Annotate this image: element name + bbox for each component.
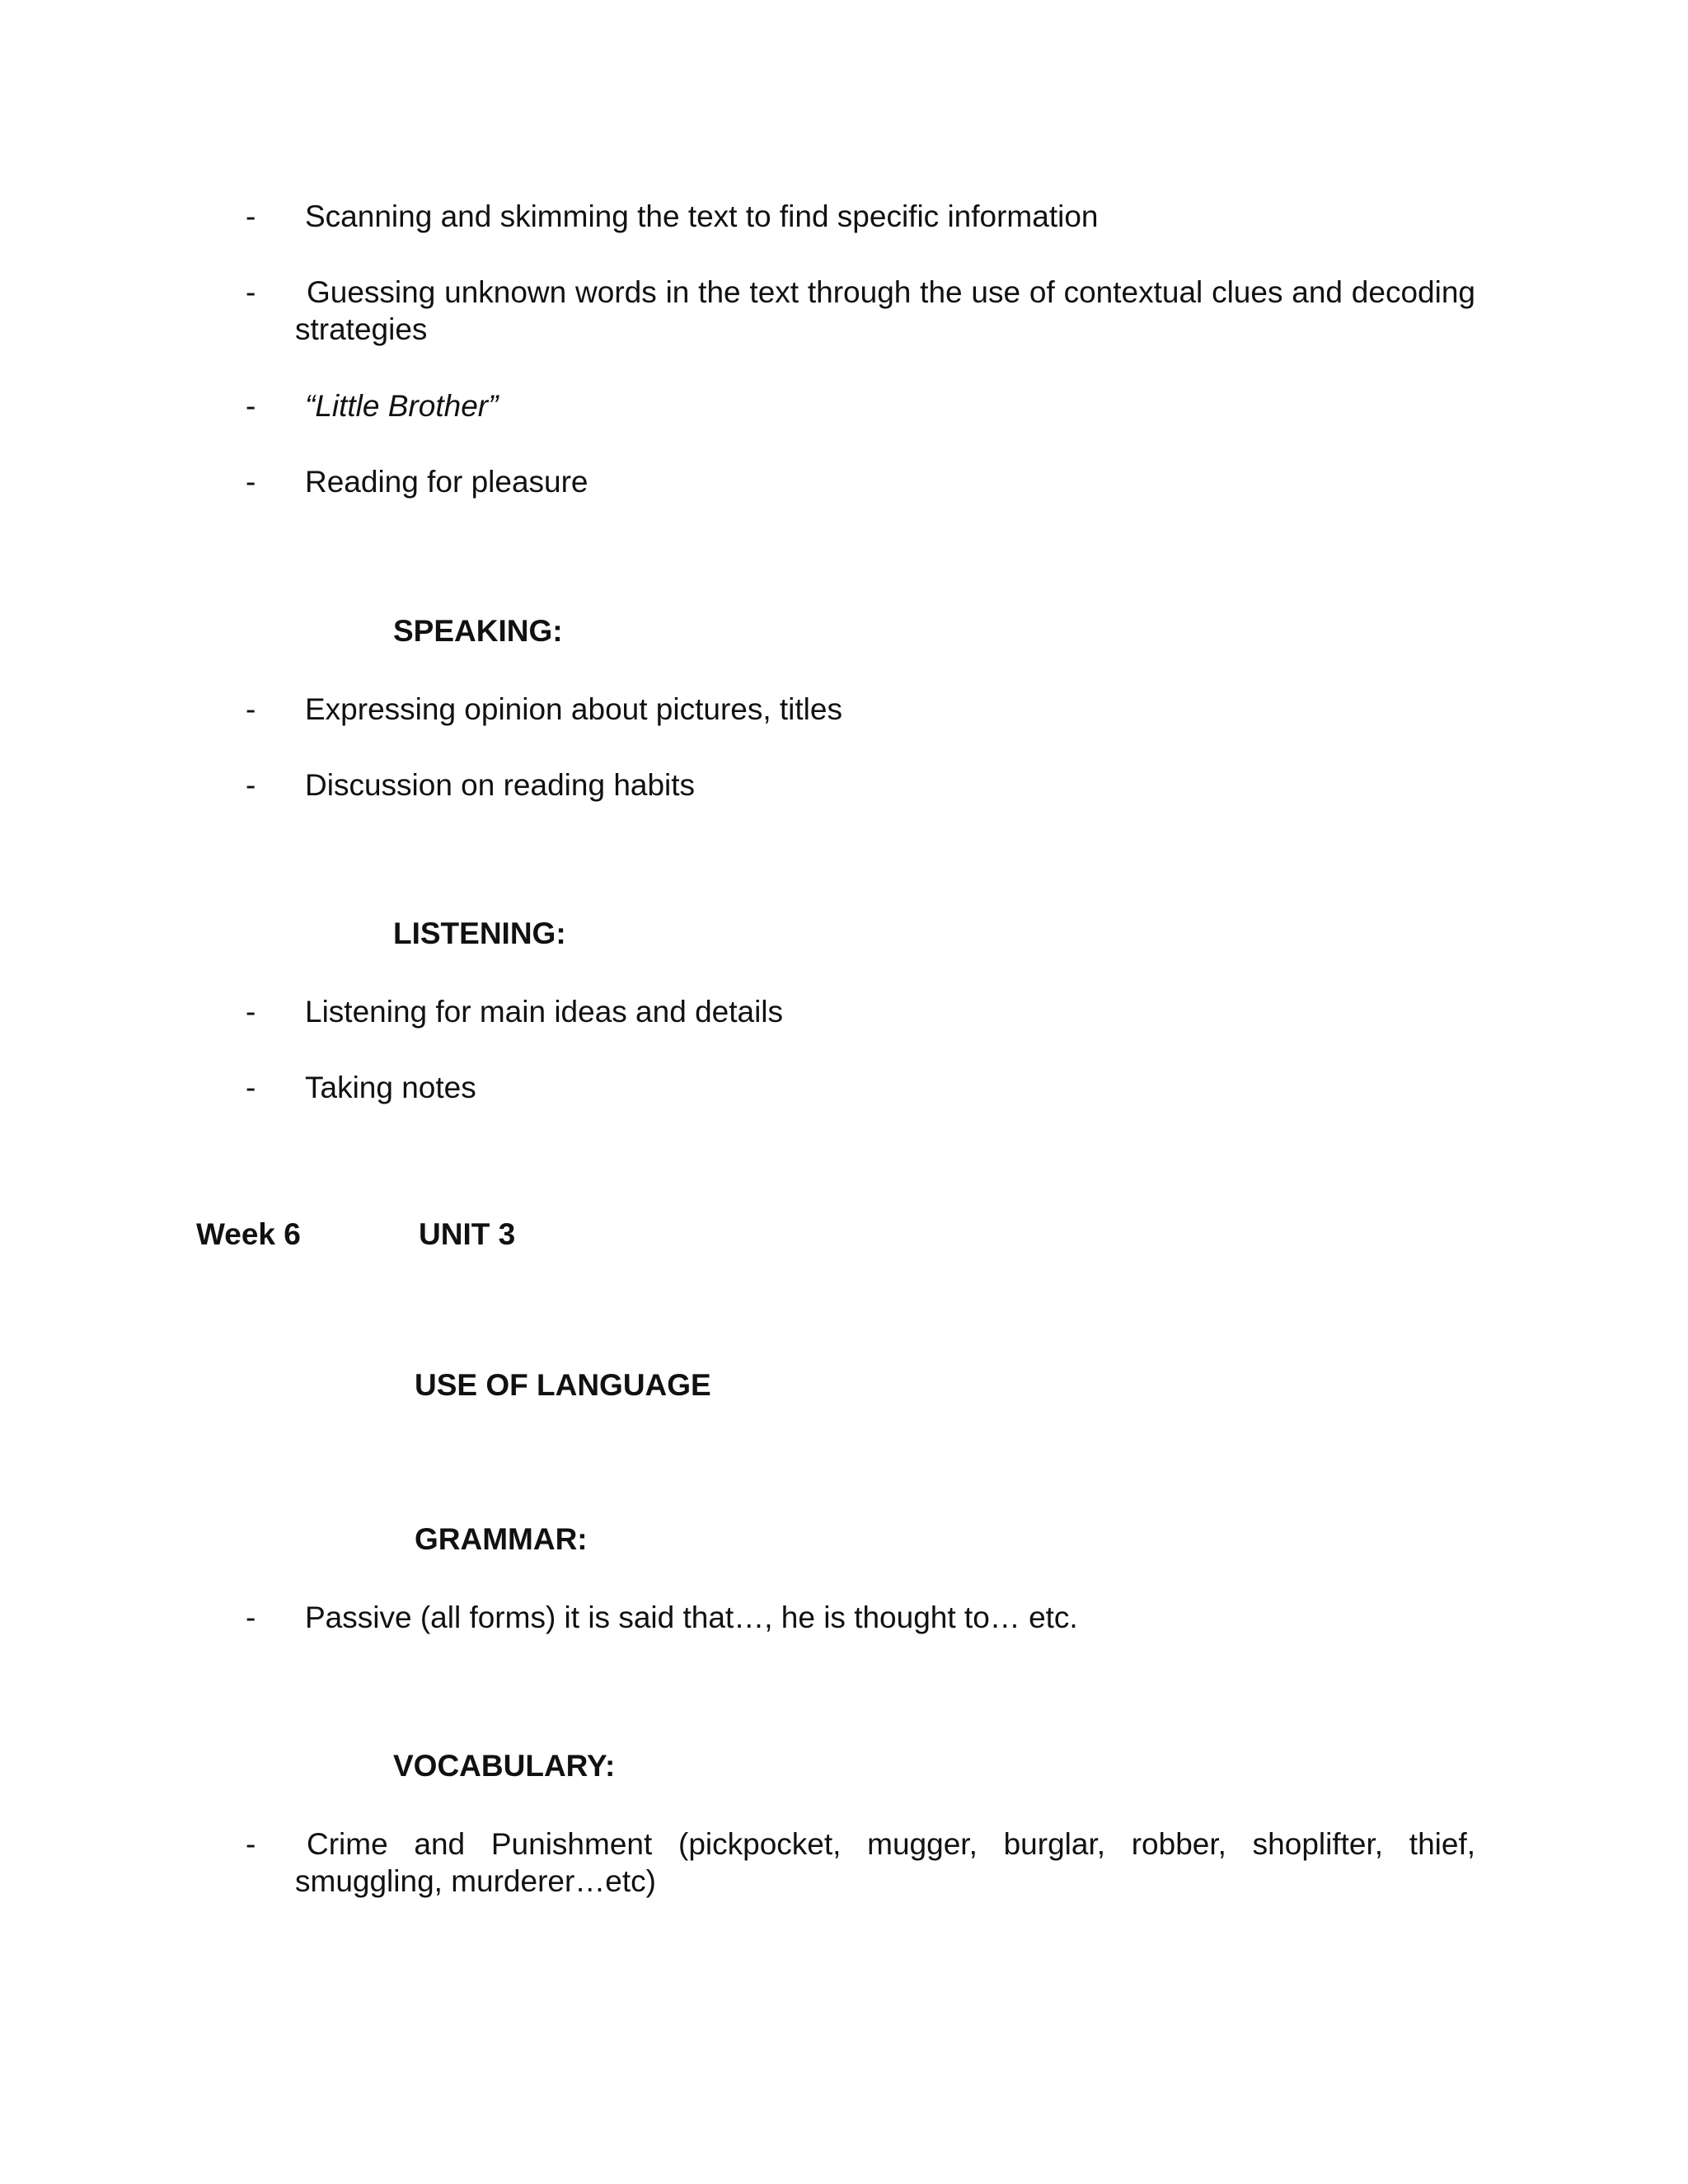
bullet-dash: - bbox=[246, 465, 256, 499]
list-item: Listening for main ideas and details bbox=[305, 995, 784, 1029]
list-item: Discussion on reading habits bbox=[305, 768, 696, 802]
section-heading-vocabulary: VOCABULARY: bbox=[393, 1749, 616, 1783]
section-heading-grammar: GRAMMAR: bbox=[415, 1522, 588, 1556]
list-item: Passive (all forms) it is said that…, he is thought to… etc. bbox=[305, 1601, 1078, 1634]
unit-label: UNIT 3 bbox=[419, 1217, 516, 1251]
bullet-dash: - bbox=[246, 1601, 256, 1634]
bullet-dash: - bbox=[246, 275, 256, 309]
list-item: Reading for pleasure bbox=[305, 465, 588, 499]
bullet-dash: - bbox=[246, 995, 256, 1029]
bullet-dash: - bbox=[246, 692, 256, 726]
section-heading-speaking: SPEAKING: bbox=[393, 614, 563, 648]
bullet-dash: - bbox=[246, 199, 256, 233]
section-heading-listening: LISTENING: bbox=[393, 916, 566, 950]
section-heading-use-of-language: USE OF LANGUAGE bbox=[415, 1368, 711, 1402]
bullet-dash: - bbox=[246, 1827, 256, 1861]
list-item: “Little Brother” bbox=[305, 389, 499, 423]
list-item: Crime and Punishment (pickpocket, mugger, burglar, robber, shoplifter, thief, smuggling, murderer…etc) bbox=[295, 1827, 1475, 1898]
week-label: Week 6 bbox=[196, 1217, 301, 1251]
list-item: Expressing opinion about pictures, titles bbox=[305, 692, 842, 726]
bullet-dash: - bbox=[246, 768, 256, 802]
bullet-dash: - bbox=[246, 1071, 256, 1104]
list-item: Guessing unknown words in the text through the use of contextual clues and decoding strategies bbox=[295, 275, 1475, 346]
list-item: Taking notes bbox=[305, 1071, 476, 1104]
bullet-dash: - bbox=[246, 389, 256, 423]
list-item: Scanning and skimming the text to find specific information bbox=[305, 199, 1099, 233]
